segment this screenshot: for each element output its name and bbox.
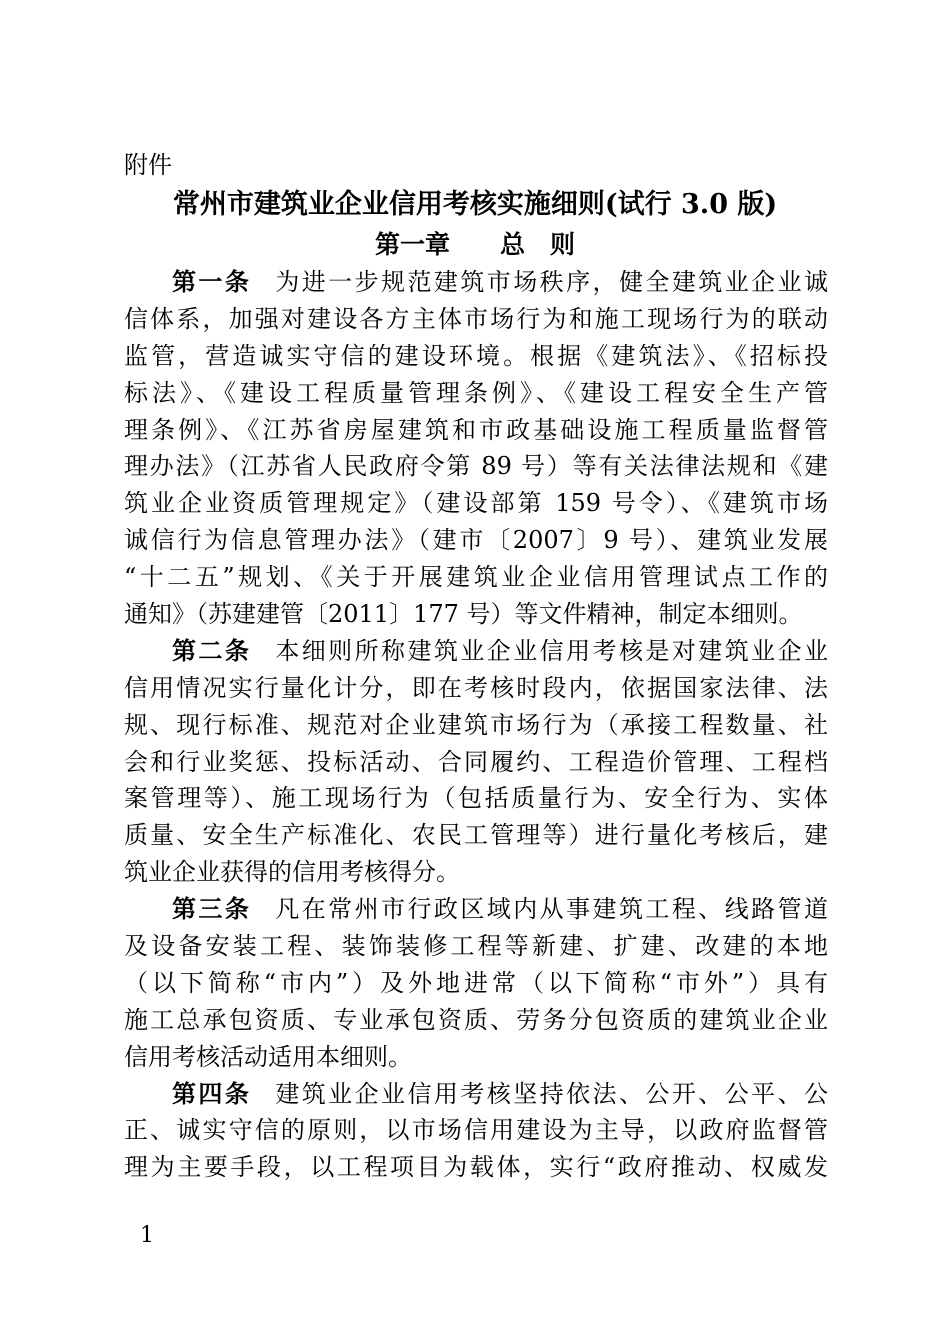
text-line: 案管理等）、施工现场行为（包括质量行为、安全行为、实体 bbox=[124, 784, 828, 813]
chapter-heading: 第一章 总 则 bbox=[374, 230, 575, 259]
text-line: 信用情况实行量化计分，即在考核时段内，依据国家法律、法 bbox=[124, 673, 828, 702]
text-line: 筑业企业获得的信用考核得分。 bbox=[124, 858, 460, 887]
text-line: 信用考核活动适用本细则。 bbox=[124, 1042, 412, 1071]
document-title: 常州市建筑业企业信用考核实施细则(试行 3.0 版) bbox=[172, 189, 778, 220]
text-line-content: 凡在常州市行政区域内从事建筑工程、线路管道 bbox=[275, 895, 829, 924]
document-body bbox=[124, 264, 828, 1186]
text-line: 信体系，加强对建设各方主体市场行为和施工现场行为的联动 bbox=[124, 304, 828, 333]
text-line: （以下简称“市内”）及外地进常（以下简称“市外”）具有 bbox=[124, 968, 828, 997]
text-line: 理条例》、《江苏省房屋建筑和市政基础设施工程质量监督管 bbox=[124, 415, 828, 444]
text-line-content: 为进一步规范建筑市场秩序，健全建筑业企业诚 bbox=[275, 268, 829, 296]
text-line: 理办法》（江苏省人民政府令第 89 号）等有关法律法规和《建 bbox=[124, 452, 828, 481]
text-line: 规、现行标准、规范对企业建筑市场行为（承接工程数量、社 bbox=[124, 710, 828, 739]
text-line bbox=[124, 264, 828, 301]
text-line bbox=[124, 1076, 828, 1113]
text-line: 会和行业奖惩、投标活动、合同履约、工程造价管理、工程档 bbox=[124, 747, 828, 776]
article-4 bbox=[124, 1076, 828, 1187]
attachment-label: 附件 bbox=[124, 151, 172, 179]
text-line: 标法》、《建设工程质量管理条例》、《建设工程安全生产管 bbox=[124, 378, 828, 407]
text-line: 施工总承包资质、专业承包资质、劳务分包资质的建筑业企业 bbox=[124, 1005, 828, 1034]
text-line: 诚信行为信息管理办法》（建市〔2007〕9 号）、建筑业发展 bbox=[124, 526, 828, 555]
article-2 bbox=[124, 633, 828, 891]
text-line: 正、诚实守信的原则，以市场信用建设为主导，以政府监督管 bbox=[124, 1116, 828, 1145]
text-line: 质量、安全生产标准化、农民工管理等）进行量化考核后，建 bbox=[124, 821, 828, 850]
article-label: 第四条 bbox=[172, 1078, 252, 1108]
text-line-content: 建筑业企业信用考核坚持依法、公开、公平、公 bbox=[275, 1079, 829, 1108]
text-line: 理为主要手段，以工程项目为载体，实行“政府推动、权威发 bbox=[124, 1153, 828, 1182]
text-line: 及设备安装工程、装饰装修工程等新建、扩建、改建的本地 bbox=[124, 932, 828, 961]
text-line: “十二五”规划、《关于开展建筑业企业信用管理试点工作的 bbox=[124, 563, 828, 592]
text-line bbox=[124, 633, 828, 670]
page-number: 1 bbox=[140, 1223, 154, 1248]
article-1 bbox=[124, 264, 828, 633]
text-line-content: 本细则所称建筑业企业信用考核是对建筑业企业 bbox=[275, 636, 829, 665]
text-line: 筑业企业资质管理规定》（建设部第 159 号令）、《建筑市场 bbox=[124, 489, 828, 518]
text-line: 通知》（苏建建管〔2011〕177 号）等文件精神，制定本细则。 bbox=[124, 600, 803, 629]
text-line: 监管，营造诚实守信的建设环境。根据《建筑法》、《招标投 bbox=[124, 341, 828, 370]
article-label: 第三条 bbox=[172, 894, 252, 924]
article-label: 第一条 bbox=[172, 267, 252, 296]
article-3 bbox=[124, 891, 828, 1075]
article-label: 第二条 bbox=[172, 635, 252, 665]
text-line bbox=[124, 891, 828, 928]
